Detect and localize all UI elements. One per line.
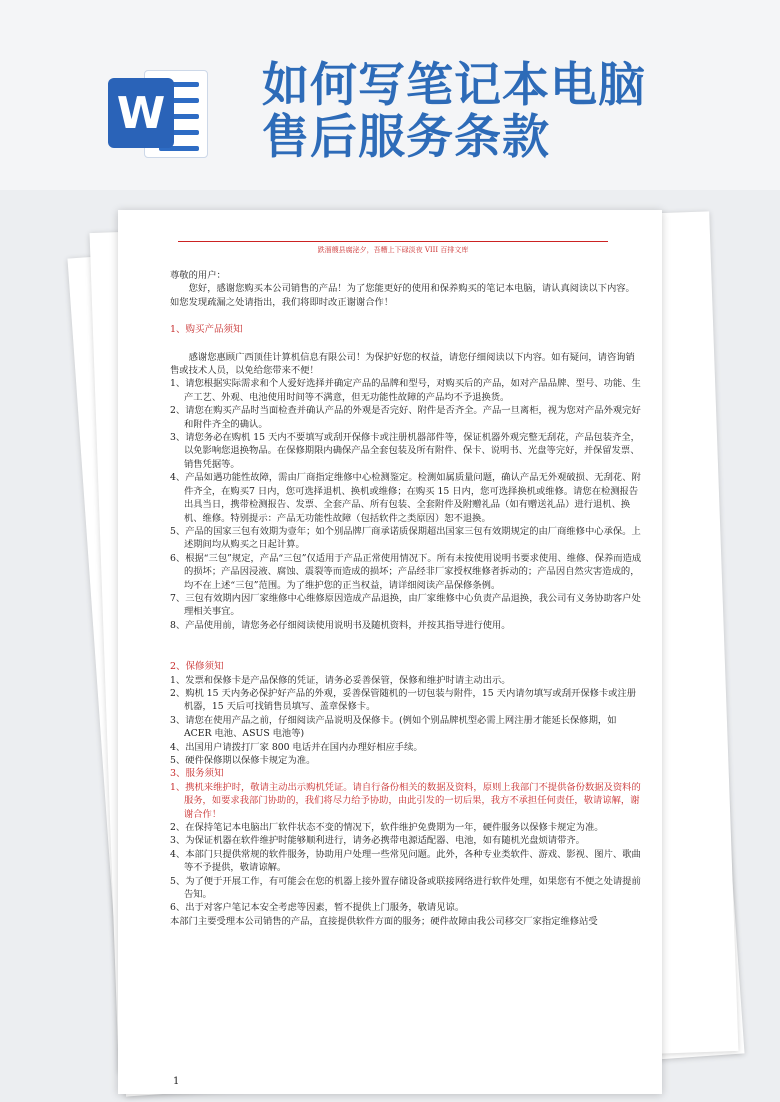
section-2-title: 2、保修须知 (170, 661, 224, 673)
page-header: 跌溜艘县腐泌夕，吾糟上下碌淡夜 VIII 百排文库 (317, 246, 469, 254)
page-number: 1 (173, 1076, 180, 1087)
word-icon-letter: W (108, 78, 174, 148)
title-banner (0, 0, 780, 190)
section-1-item: 1、请您根据实际需求和个人爱好选择并确定产品的品牌和型号，对购买后的产品，如对产品品牌、型号、功能、生产工艺、外观、电池使用时间等不满意，但无功能性故障的产品均不予退换货。 (170, 378, 641, 403)
section-3-item: 4、本部门只提供常规的软件服务，协助用户处理一些常见问题。此外，各种专业类软件、游戏、影视、图片、歌曲等不予提供，敬请谅解。 (170, 848, 641, 874)
section-1-title: 1、购买产品须知 (170, 324, 243, 336)
intro-paragraph: 您好，感谢您购买本公司销售的产品！为了您能更好的使用和保养购买的笔记本电脑，请认真阅读以下内容。如您发现疏漏之处请指出，我们将即时改正谢谢合作！ (170, 283, 635, 308)
section-1-intro: 感谢您惠顾广西顶佳计算机信息有限公司！为保护好您的权益，请您仔细阅读以下内容。如有疑问，请咨询销售或技术人员，以免给您带来不便！ (170, 351, 635, 377)
section-1-item: 8、产品使用前，请您务必仔细阅读使用说明书及随机资料，并按其指导进行使用。 (170, 619, 511, 631)
section-3-item-highlight: 1、携机来维护时，敬请主动出示购机凭证。请自行备份相关的数据及资料，原则上我部门不提供备份数据及资料的服务，如要求我部门协助的，我们将尽力给予协助，由此引发的一切后果，我方不承担任何责任，敬请谅解，谢谢合作！ (170, 781, 641, 820)
section-3-item: 5、为了便于开展工作，有可能会在您的机器上接外置存储设备或联接网络进行软件处理，如果您有不便之处请提前告知。 (170, 875, 641, 901)
section-1-item: 4、产品如遇功能性故障，需由厂商指定维修中心检测鉴定。检测如属质量问题，确认产品无外观破损、无刮花、附件齐全，在购买7 日内，您可选择退机、换机或维修；在购买 15 日内，您可选择换机或维修。请您在检测报告出具当日，携带检测报告、发票、全套产品、所有包装、全套附件及附赠礼品（如有赠送礼品）进行退机、换机、维修。特别提示：产品无功能性故障（包括软件之类原因）恕不退换。 (170, 472, 641, 524)
document-title (262, 60, 742, 164)
title-line-2: 售后服务条款 (262, 110, 550, 165)
section-2-item: 4、出国用户请拨打厂家 800 电话并在国内办理好相应手续。 (170, 741, 423, 753)
section-1-item: 5、产品的国家三包有效期为壹年；如个别品牌厂商承诺质保期超出国家三包有效期规定的由厂商维修中心承保。上述期间均从购买之日起计算。 (170, 525, 641, 551)
greeting: 尊敬的用户： (170, 270, 226, 281)
closing-paragraph: 本部门主要受理本公司销售的产品，直接提供软件方面的服务；硬件故障由我公司移交厂家指定维修站受 (170, 915, 598, 927)
section-3-item: 2、在保持笔记本电脑出厂软件状态不变的情况下，软件维护免费期为一年，硬件服务以保修卡规定为准。 (170, 822, 604, 834)
section-1-item: 3、请您务必在购机 15 天内不要填写或刮开保修卡或注册机器部件等，保证机器外观完整无刮花，产品包装齐全，以免影响您退换物品。在保修期限内确保产品全套包装及所有附件、保卡、说明书、光盘等完好，并保留发票、销售凭据等。 (170, 432, 640, 470)
section-1-item: 7、三包有效期内因厂家维修中心维修原因造成产品退换，由厂家维修中心负责产品退换，我公司有义务协助客户处理相关事宜。 (170, 592, 641, 618)
section-2-item: 5、硬件保修期以保修卡规定为准。 (170, 755, 316, 766)
document-body (170, 269, 642, 928)
section-1-item: 2、请您在购买产品时当面检查并确认产品的外观是否完好、附件是否齐全。产品一旦离柜，视为您对产品外观完好和附件齐全的确认。 (170, 405, 641, 430)
section-2-item: 3、请您在使用产品之前，仔细阅读产品说明及保修卡。(例如个别品牌机型必需上网注册才能延长保修期，如 ACER 电池、ASUS 电池等) (170, 714, 617, 740)
section-2-item: 1、发票和保修卡是产品保修的凭证，请务必妥善保管，保修和维护时请主动出示。 (170, 674, 511, 686)
word-document-icon (108, 70, 208, 156)
section-3-item: 3、为保证机器在软件维护时能够顺利进行，请务必携带电源适配器、电池，如有随机光盘烦请带齐。 (170, 835, 585, 847)
section-1-item: 6、根据“三包”规定，产品“三包”仅适用于产品正常使用情况下。所有未按使用说明书要求使用、维修、保养而造成的损坏；产品因浸液、腐蚀、震裂等而造成的损坏；产品经非厂家授权维修者拆动的；产品因自然灾害造成的，均不在上述“三包”范围。为了维护您的正当权益，请详细阅读产品保修条例。 (170, 552, 642, 591)
title-line-1: 如何写笔记本电脑 (262, 58, 646, 113)
header-rule (178, 241, 608, 242)
section-3-item: 6、出于对客户笔记本安全考虑等因素，暂不提供上门服务，敬请见谅。 (170, 902, 465, 914)
section-2-item: 2、购机 15 天内务必保护好产品的外观，妥善保管随机的一切包装与附件，15 天内请勿填写或刮开保修卡或注册机器，15 天后可找销售员填写、盖章保修卡。 (170, 687, 637, 713)
section-3-title: 3、服务须知 (170, 768, 224, 780)
